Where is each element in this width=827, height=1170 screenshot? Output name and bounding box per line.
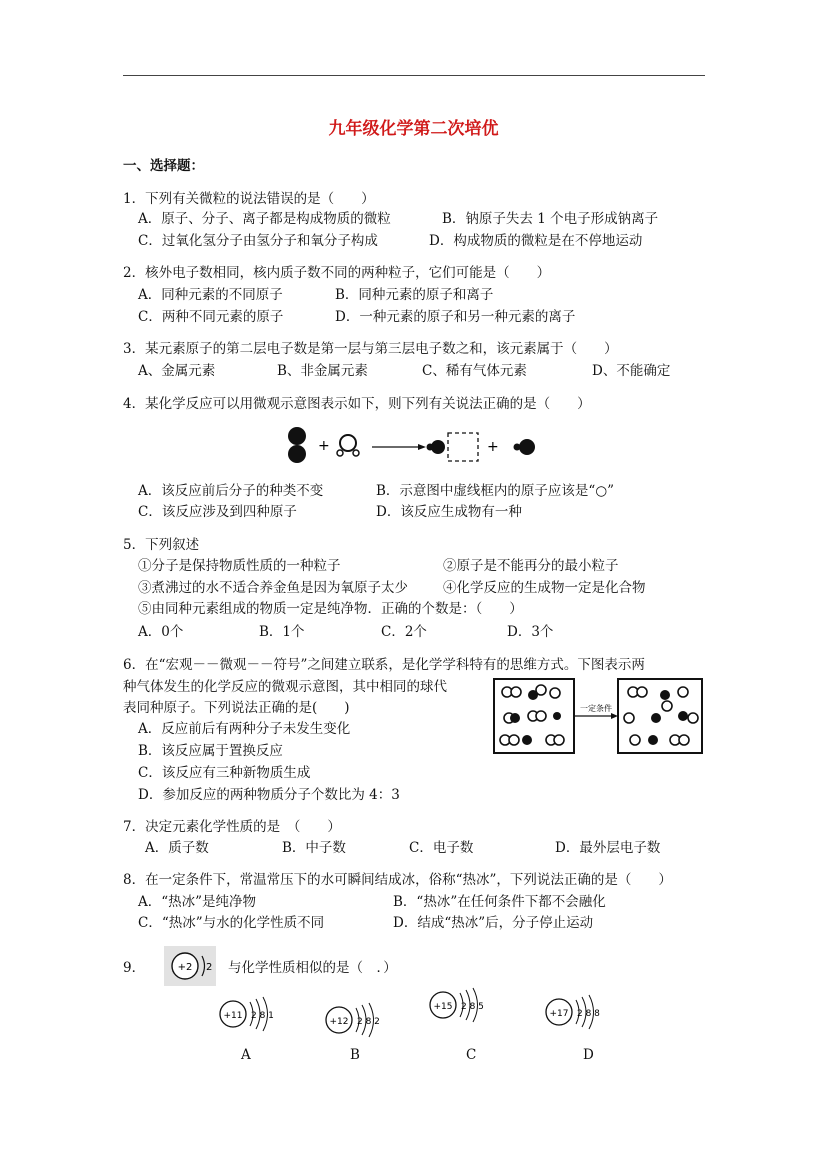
q9-option-a-nucleus: +11: [223, 1011, 243, 1021]
q5-statement-1: ①分子是保持物质性质的一种粒子: [138, 558, 341, 574]
q9-option-c-label: C: [466, 1047, 477, 1063]
q9-option-d-shells: 2 8 8: [577, 1009, 600, 1019]
q9-given-shells: 2: [206, 962, 213, 973]
q9-option-c-shells: 2 8 5: [461, 1002, 484, 1012]
q7-option-c: C．电子数: [409, 840, 474, 856]
q3-option-d: D、不能确定: [592, 363, 671, 379]
q9-given-diagram: [164, 946, 216, 986]
section-heading: 一、选择题：: [123, 158, 204, 174]
q8-option-a: A．“热冰”是纯净物: [138, 894, 257, 910]
q6-stem-line1: 6．在“宏观－－微观－－符号”之间建立联系，是化学学科特有的思维方式。下图表示两: [123, 657, 645, 673]
q5-statement-2: ②原子是不能再分的最小粒子: [443, 558, 619, 574]
q9-number: 9．: [123, 960, 146, 976]
q2-option-b: B．同种元素的原子和离子: [335, 287, 494, 303]
q9-given-nucleus: +2: [177, 962, 193, 973]
q9-option-c-nucleus: +15: [433, 1002, 453, 1012]
q5-option-b: B．1个: [259, 624, 305, 640]
q8-stem: 8．在一定条件下，常温常压下的水可瞬间结成冰，俗称“热冰”，下列说法正确的是（ ）: [123, 872, 672, 888]
q9-option-b-atom: [324, 1000, 390, 1040]
q9-option-d-label: D: [583, 1047, 594, 1063]
q6-stem-line2: 种气体发生的化学反应的微观示意图，其中相同的球代: [123, 679, 447, 695]
q5-statement-3: ③煮沸过的水不适合养金鱼是因为氧原子太少: [138, 580, 408, 596]
q2-option-a: A．同种元素的不同原子: [138, 287, 283, 303]
q1-option-c: C．过氧化氢分子由氢分子和氧分子构成: [138, 233, 378, 249]
svg-text:+: +: [318, 438, 330, 454]
q2-stem: 2．核外电子数相同，核内质子数不同的两种粒子，它们可能是（ ）: [123, 265, 551, 281]
svg-text:+: +: [487, 439, 499, 455]
q9-option-b-nucleus: +12: [329, 1017, 349, 1027]
q4-option-d: D．该反应生成物有一种: [376, 504, 522, 520]
q6-option-d: D．参加反应的两种物质分子个数比为 4：3: [138, 787, 400, 803]
q3-option-a: A、金属元素: [138, 363, 216, 379]
q6-arrow-label: 一定条件: [580, 704, 612, 713]
q4-option-c: C．该反应涉及到四种原子: [138, 504, 297, 520]
q5-option-d: D．3个: [507, 624, 554, 640]
q9-option-b-label: B: [350, 1047, 360, 1063]
q4-reaction-diagram: [280, 420, 550, 476]
q5-stem: 5．下列叙述: [123, 537, 200, 553]
q9-option-d-nucleus: +17: [549, 1009, 569, 1019]
q6-option-b: B．该反应属于置换反应: [138, 743, 283, 759]
q1-option-d: D．构成物质的微粒是在不停地运动: [429, 233, 643, 249]
q1-option-a: A．原子、分子、离子都是构成物质的微粒: [138, 211, 391, 227]
q1-option-b: B．钠原子失去 1 个电子形成钠离子: [442, 211, 659, 227]
q4-option-a: A．该反应前后分子的种类不变: [138, 483, 324, 499]
q9-option-a-label: A: [241, 1047, 251, 1063]
q7-stem: 7．决定元素化学性质的是 （ ）: [123, 819, 341, 835]
page-title: 九年级化学第二次培优: [328, 119, 499, 139]
q2-option-c: C．两种不同元素的原子: [138, 309, 284, 325]
q9-option-d-atom: [544, 992, 610, 1032]
q3-option-c: C、稀有气体元素: [422, 363, 527, 379]
q6-option-c: C．该反应有三种新物质生成: [138, 765, 311, 781]
q2-option-d: D．一种元素的原子和另一种元素的离子: [335, 309, 576, 325]
q7-option-a: A．质子数: [145, 840, 209, 856]
q5-option-a: A．0个: [138, 624, 184, 640]
q5-statement-5: ⑤由同种元素组成的物质一定是纯净物．正确的个数是：（ ）: [138, 601, 523, 617]
q3-option-b: B、非金属元素: [277, 363, 368, 379]
q9-option-a-atom: [218, 994, 284, 1034]
q9-stem: 与化学性质相似的是（ ．）: [228, 960, 397, 976]
q8-option-b: B．“热冰”在任何条件下都不会融化: [393, 894, 606, 910]
q1-stem: 1．下列有关微粒的说法错误的是（ ）: [123, 191, 375, 207]
q3-stem: 3．某元素原子的第二层电子数是第一层与第三层电子数之和，该元素属于（ ）: [123, 341, 618, 357]
q6-option-a: A．反应前后有两种分子未发生变化: [138, 721, 351, 737]
q6-molecule-diagram: [493, 678, 703, 756]
q9-option-a-shells: 2 8 1: [251, 1011, 274, 1021]
q4-stem: 4．某化学反应可以用微观示意图表示如下，则下列有关说法正确的是（ ）: [123, 396, 591, 412]
q4-option-b: B．示意图中虚线框内的原子应该是“○”: [376, 483, 615, 499]
q7-option-b: B．中子数: [282, 840, 346, 856]
q9-option-b-shells: 2 8 2: [357, 1017, 380, 1027]
q5-statement-4: ④化学反应的生成物一定是化合物: [443, 580, 646, 596]
q7-option-d: D．最外层电子数: [555, 840, 661, 856]
q6-stem-line3: 表同种原子。下列说法正确的是( ): [123, 700, 350, 716]
q5-option-c: C．2个: [381, 624, 427, 640]
q9-option-c-atom: [428, 985, 494, 1025]
q8-option-d: D．结成“热冰”后，分子停止运动: [393, 915, 594, 931]
header-rule: [123, 75, 705, 76]
q8-option-c: C．“热冰”与水的化学性质不同: [138, 915, 325, 931]
